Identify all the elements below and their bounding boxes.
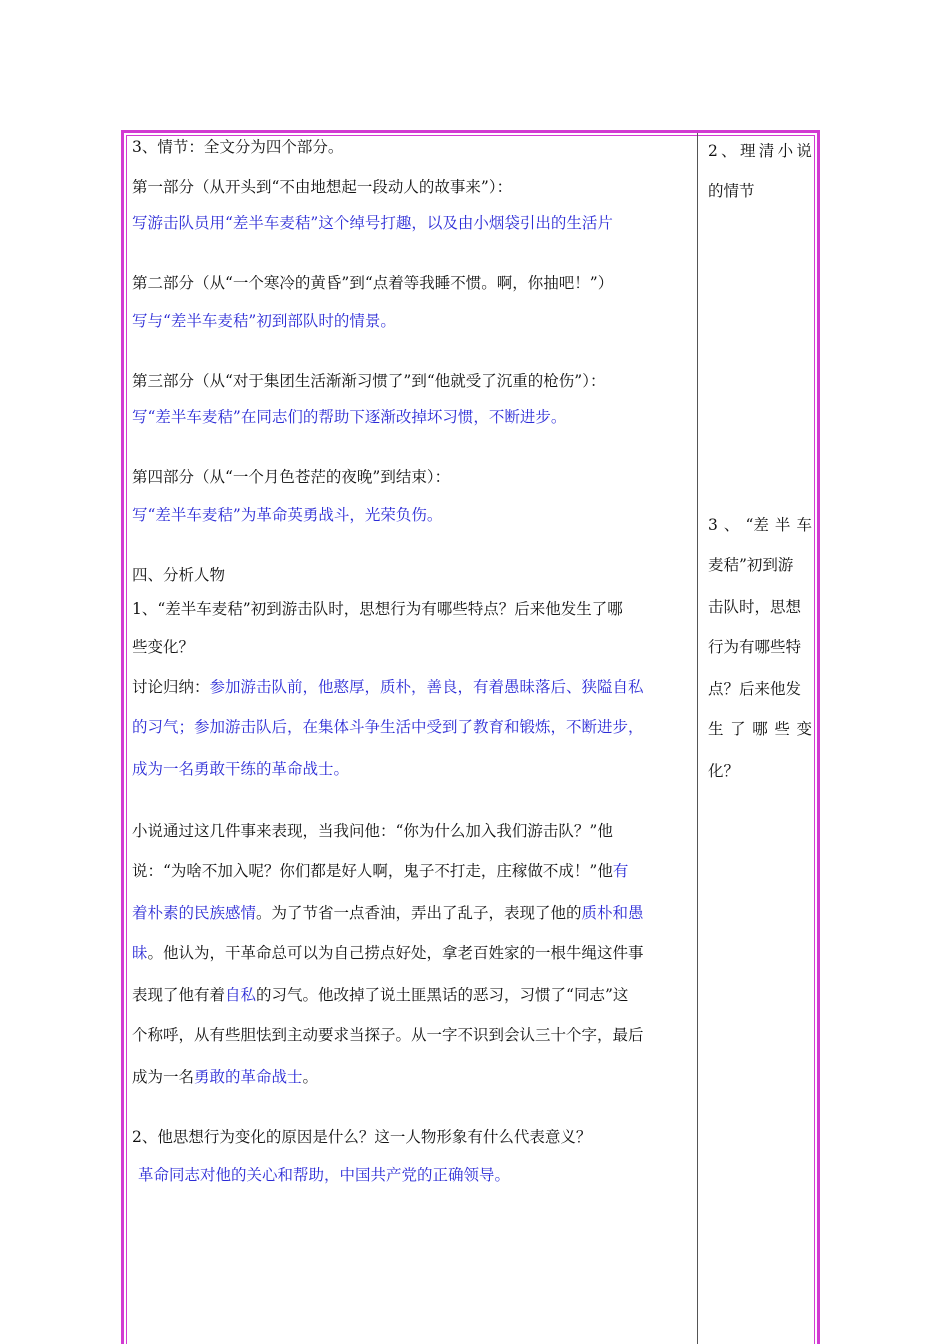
summary-text: 参加游击队前，他憨厚，质朴，善良，有着愚昧落后、狭隘自私 — [209, 678, 644, 696]
question2-answer: 革命同志对他的关心和帮助，中国共产党的正确领导。 — [138, 1166, 511, 1184]
goal3-line7: 化？ — [708, 762, 740, 780]
goal3-line3: 击队时，思想 — [708, 598, 802, 616]
goal3-line5: 点？后来他发 — [708, 680, 802, 698]
part1-heading: 第一部分（从开头到“不由地想起一段动人的故事来”）： — [132, 178, 513, 196]
part4-heading: 第四部分（从“一个月色苍茫的夜晚”到结束）： — [132, 468, 451, 486]
part2-description: 写与“差半车麦秸”初到部队时的情景。 — [132, 312, 396, 330]
part2-heading: 第二部分（从“一个寒冷的黄昏”到“点着等我睡不惯。啊，你抽吧！”） — [132, 274, 614, 292]
goal3-line1: 3 、 “差 半 车 — [708, 516, 812, 534]
plot-heading: 3、情节：全文分为四个部分。 — [132, 138, 344, 156]
paragraph-line4: 昧。他认为，干革命总可以为自己捞点好处，拿老百姓家的一根牛绳这件事 — [132, 944, 644, 962]
paragraph-line7: 成为一名勇敢的革命战士。 — [132, 1068, 319, 1086]
goal3-line6: 生 了 哪 些 变 — [708, 720, 812, 738]
part3-description: 写“差半车麦秸”在同志们的帮助下逐渐改掉坏习惯，不断进步。 — [132, 408, 567, 426]
summary-line3: 成为一名勇敢干练的革命战士。 — [132, 760, 350, 778]
goal3-line2: 麦秸”初到游 — [708, 556, 794, 574]
highlight: 昧 — [132, 944, 148, 962]
question2: 2、他思想行为变化的原因是什么？这一人物形象有什么代表意义？ — [132, 1128, 592, 1146]
highlight: 有 — [612, 862, 629, 880]
part1-description: 写游击队员用“差半车麦秸”这个绰号打趣，以及由小烟袋引出的生活片 — [132, 214, 613, 232]
highlight: 质朴和愚 — [581, 904, 644, 922]
paragraph-line1: 小说通过这几件事来表现，当我问他：“你为什么加入我们游击队？”他 — [132, 822, 613, 840]
analysis-heading: 四、分析人物 — [132, 566, 226, 584]
column-divider — [697, 133, 698, 1344]
summary-line2: 的习气；参加游击队后，在集体斗争生活中受到了教育和锻炼，不断进步， — [132, 718, 644, 736]
part3-heading: 第三部分（从“对于集团生活渐渐习惯了”到“他就受了沉重的枪伤”）： — [132, 372, 606, 390]
summary-label: 讨论归纳： — [132, 678, 210, 696]
paragraph-line5: 表现了他有着自私的习气。他改掉了说土匪黑话的恶习，习惯了“同志”这 — [132, 986, 629, 1004]
highlight: 着朴素的民族感情 — [132, 904, 257, 922]
goal2-line2: 的情节 — [708, 182, 755, 200]
question1-line1: 1、“差半车麦秸”初到游击队时，思想行为有哪些特点？后来他发生了哪 — [132, 600, 623, 618]
paragraph-line6: 个称呼，从有些胆怯到主动要求当探子。从一字不识到会认三十个字，最后 — [132, 1026, 644, 1044]
summary-line1 — [132, 677, 644, 697]
highlight: 自私 — [225, 986, 257, 1004]
goal2-line1: 2 、 理 清 小 说 — [708, 142, 812, 160]
question1-line2: 些变化？ — [132, 638, 195, 656]
goal3-line4: 行为有哪些特 — [708, 638, 802, 656]
highlight: 勇敢的革命战士 — [194, 1068, 303, 1086]
part4-description: 写“差半车麦秸”为革命英勇战斗，光荣负伤。 — [132, 506, 443, 524]
paragraph-line2: 说：“为啥不加入呢？你们都是好人啊，鬼子不打走，庄稼做不成！”他有 — [132, 862, 629, 880]
paragraph-line3: 着朴素的民族感情。为了节省一点香油，弄出了乱子，表现了他的质朴和愚 — [132, 904, 644, 922]
